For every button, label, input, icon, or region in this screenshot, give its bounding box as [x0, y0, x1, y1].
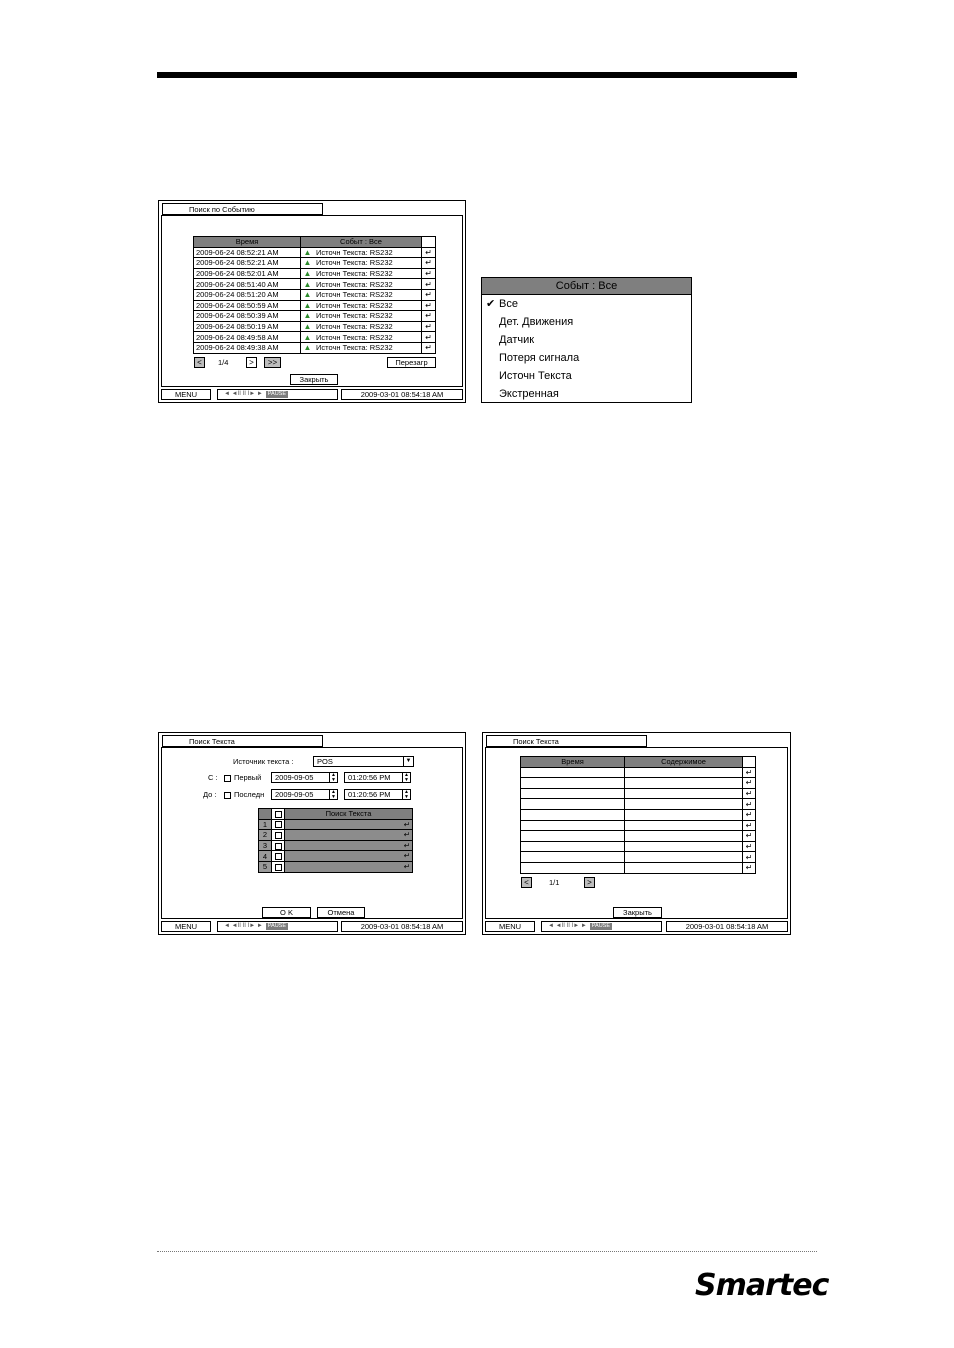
enter-icon[interactable]: ↵ — [743, 862, 756, 873]
page-indicator: 1/4 — [218, 358, 229, 367]
menu-button[interactable]: MENU — [161, 389, 211, 400]
table-row[interactable] — [194, 258, 436, 269]
row-event: Источн Текста: RS232 — [314, 332, 422, 343]
menu-button[interactable]: MENU — [161, 921, 211, 932]
to-label: До : — [203, 790, 217, 799]
top-rule — [157, 72, 797, 78]
chevron-down-icon[interactable]: ▼ — [403, 757, 413, 766]
table-row[interactable] — [521, 799, 756, 810]
row-content — [625, 820, 743, 831]
page-indicator: 1/1 — [549, 878, 560, 887]
row-time — [521, 820, 625, 831]
table-row[interactable] — [194, 289, 436, 300]
table-row[interactable] — [259, 851, 413, 862]
enter-icon[interactable]: ↵ — [422, 311, 436, 322]
ok-button[interactable]: O K — [262, 907, 311, 918]
table-row[interactable] — [521, 862, 756, 873]
table-row[interactable] — [521, 831, 756, 842]
table-row[interactable] — [521, 852, 756, 863]
enter-icon[interactable]: ↵ — [403, 840, 410, 850]
source-select[interactable]: POS ▼ — [313, 756, 414, 767]
row-time — [521, 778, 625, 789]
status-bar — [161, 921, 463, 932]
row-event: Источн Текста: RS232 — [314, 311, 422, 322]
row-time: 2009-06-24 08:52:21 AM — [194, 258, 301, 269]
sensor-icon: ▲ — [301, 342, 315, 353]
clock: 2009-03-01 08:54:18 AM — [341, 389, 463, 400]
table-row[interactable] — [521, 767, 756, 778]
row-time — [521, 862, 625, 873]
row-content — [625, 809, 743, 820]
row-event: Источн Текста: RS232 — [314, 321, 422, 332]
event-type-dropdown[interactable] — [481, 277, 692, 403]
table-row[interactable] — [521, 778, 756, 789]
enter-icon[interactable]: ↵ — [743, 831, 756, 842]
table-row[interactable] — [521, 809, 756, 820]
table-row[interactable] — [194, 247, 436, 258]
table-row[interactable] — [194, 311, 436, 322]
source-label: Источник текста : — [233, 757, 294, 766]
column-header-blank — [743, 757, 756, 768]
search-text-table — [258, 808, 413, 873]
row-checkbox[interactable] — [272, 819, 285, 830]
table-row[interactable] — [521, 820, 756, 831]
row-time — [521, 809, 625, 820]
row-time: 2009-06-24 08:52:21 AM — [194, 247, 301, 258]
event-table — [193, 236, 436, 354]
first-label: Первый — [234, 773, 262, 782]
sensor-icon: ▲ — [301, 279, 315, 290]
select-all-checkbox[interactable] — [275, 811, 282, 818]
search-text-cell[interactable] — [285, 861, 413, 872]
next-page-button[interactable]: > — [246, 357, 257, 368]
sensor-icon: ▲ — [301, 289, 315, 300]
sensor-icon: ▲ — [301, 321, 315, 332]
enter-icon[interactable]: ↵ — [422, 289, 436, 300]
row-time — [521, 841, 625, 852]
row-time: 2009-06-24 08:50:59 AM — [194, 300, 301, 311]
playback-icons[interactable]: ◄ ◄II II I► ► — [548, 923, 587, 929]
enter-icon[interactable]: ↵ — [743, 767, 756, 778]
dropdown-item-video-loss[interactable]: Потеря сигнала — [499, 352, 580, 364]
enter-icon[interactable]: ↵ — [403, 830, 410, 840]
row-time: 2009-06-24 08:51:20 AM — [194, 289, 301, 300]
pause-badge: PAUSE — [591, 923, 611, 929]
footer-rule — [157, 1251, 817, 1252]
playback-controls[interactable] — [541, 921, 662, 932]
table-row[interactable] — [194, 332, 436, 343]
sensor-icon: ▲ — [301, 311, 315, 322]
column-header-content: Содержимое — [625, 757, 743, 768]
window-title: Поиск по Событию — [162, 203, 323, 215]
row-number: 2 — [259, 830, 272, 841]
enter-icon[interactable]: ↵ — [422, 279, 436, 290]
row-event: Источн Текста: RS232 — [314, 279, 422, 290]
row-content — [625, 831, 743, 842]
row-content — [625, 799, 743, 810]
table-row[interactable] — [259, 861, 413, 872]
window-body — [161, 747, 463, 919]
playback-icons[interactable]: ◄ ◄II II I► ► — [224, 923, 263, 929]
window-title: Поиск Текста — [162, 735, 323, 747]
prev-page-button[interactable]: < — [521, 877, 532, 888]
dropdown-item-text-source[interactable]: Источн Текста — [499, 370, 572, 382]
check-icon: ✔ — [486, 298, 496, 310]
enter-icon[interactable]: ↵ — [743, 820, 756, 831]
row-content — [625, 778, 743, 789]
row-time — [521, 767, 625, 778]
event-search-window — [158, 200, 466, 403]
enter-icon[interactable]: ↵ — [422, 332, 436, 343]
row-checkbox[interactable] — [272, 851, 285, 862]
row-event: Источн Текста: RS232 — [314, 247, 422, 258]
last-label: Последн — [234, 790, 265, 799]
enter-icon[interactable]: ↵ — [422, 268, 436, 279]
row-time: 2009-06-24 08:49:58 AM — [194, 332, 301, 343]
row-time: 2009-06-24 08:51:40 AM — [194, 279, 301, 290]
row-time: 2009-06-24 08:50:39 AM — [194, 311, 301, 322]
enter-icon[interactable]: ↵ — [422, 342, 436, 353]
dropdown-item-all[interactable]: ✔ Все — [482, 295, 691, 313]
to-date-stepper[interactable]: ▲ ▼ — [329, 789, 338, 800]
from-time-stepper[interactable]: ▲ ▼ — [402, 772, 411, 783]
search-text-cell[interactable] — [285, 840, 413, 851]
table-row[interactable] — [194, 268, 436, 279]
row-time: 2009-06-24 08:52:01 AM — [194, 268, 301, 279]
row-number: 3 — [259, 840, 272, 851]
enter-icon[interactable]: ↵ — [743, 788, 756, 799]
table-row[interactable] — [521, 841, 756, 852]
select-all-header[interactable] — [272, 809, 285, 820]
to-time-stepper[interactable]: ▲ ▼ — [402, 789, 411, 800]
enter-icon[interactable]: ↵ — [422, 300, 436, 311]
pause-badge: PAUSE — [267, 391, 287, 397]
text-results-window — [482, 732, 791, 935]
sensor-icon: ▲ — [301, 247, 315, 258]
menu-button[interactable]: MENU — [485, 921, 535, 932]
row-time: 2009-06-24 08:50:19 AM — [194, 321, 301, 332]
reload-button[interactable]: Перезагр — [387, 357, 436, 368]
table-row[interactable] — [521, 788, 756, 799]
sensor-icon: ▲ — [301, 300, 315, 311]
sensor-icon: ▲ — [301, 258, 315, 269]
column-header-time: Время — [521, 757, 625, 768]
row-event: Источн Текста: RS232 — [314, 289, 422, 300]
sensor-icon: ▲ — [301, 268, 315, 279]
row-content — [625, 767, 743, 778]
search-text-cell[interactable] — [285, 830, 413, 841]
window-body — [161, 215, 463, 387]
clock: 2009-03-01 08:54:18 AM — [341, 921, 463, 932]
from-time-field[interactable]: 01:20:56 PM — [344, 772, 403, 783]
enter-icon[interactable]: ↵ — [422, 258, 436, 269]
playback-icons[interactable]: ◄ ◄II II I► ► — [224, 391, 263, 397]
dropdown-item-motion[interactable]: Дет. Движения — [499, 316, 574, 328]
enter-icon[interactable]: ↵ — [422, 247, 436, 258]
search-text-header: Поиск Текста — [285, 809, 413, 820]
to-date-field[interactable]: 2009-09-05 — [271, 789, 330, 800]
row-content — [625, 788, 743, 799]
search-text-cell[interactable] — [285, 819, 413, 830]
from-date-stepper[interactable]: ▲ ▼ — [329, 772, 338, 783]
row-event: Источн Текста: RS232 — [314, 258, 422, 269]
row-content — [625, 841, 743, 852]
row-time — [521, 788, 625, 799]
from-label: С : — [208, 773, 218, 782]
last-page-button[interactable]: >> — [264, 357, 281, 368]
window-body — [485, 747, 788, 919]
table-row[interactable] — [194, 321, 436, 332]
table-row[interactable] — [259, 830, 413, 841]
enter-icon[interactable]: ↵ — [422, 321, 436, 332]
enter-icon[interactable]: ↵ — [743, 852, 756, 863]
status-bar — [485, 921, 788, 932]
table-row[interactable] — [194, 342, 436, 353]
row-checkbox[interactable] — [272, 840, 285, 851]
table-row[interactable] — [259, 840, 413, 851]
row-number: 1 — [259, 819, 272, 830]
row-event: Источн Текста: RS232 — [314, 300, 422, 311]
search-text-cell[interactable] — [285, 851, 413, 862]
table-row[interactable] — [194, 300, 436, 311]
text-search-window — [158, 732, 466, 935]
row-time — [521, 831, 625, 842]
row-number: 5 — [259, 861, 272, 872]
enter-icon[interactable]: ↵ — [403, 819, 410, 829]
row-event: Источн Текста: RS232 — [314, 342, 422, 353]
table-row[interactable] — [259, 819, 413, 830]
dropdown-item-emergency[interactable]: Экстренная — [499, 388, 559, 400]
row-time — [521, 852, 625, 863]
column-header-event[interactable]: Событ : Все — [301, 237, 422, 248]
next-page-button[interactable]: > — [584, 877, 595, 888]
playback-controls[interactable] — [217, 389, 338, 400]
prev-page-button[interactable]: < — [194, 357, 205, 368]
row-time: 2009-06-24 08:49:38 AM — [194, 342, 301, 353]
smartec-logo: Smartec — [695, 1268, 829, 1303]
first-checkbox[interactable] — [224, 775, 231, 782]
close-button[interactable]: Закрыть — [613, 907, 662, 918]
cancel-button[interactable]: Отмена — [317, 907, 365, 918]
window-title: Поиск Текста — [486, 735, 647, 747]
enter-icon[interactable]: ↵ — [403, 861, 410, 871]
number-header — [259, 809, 272, 820]
row-time — [521, 799, 625, 810]
from-date-field[interactable]: 2009-09-05 — [271, 772, 330, 783]
clock: 2009-03-01 08:54:18 AM — [666, 921, 788, 932]
column-header-time: Время — [194, 237, 301, 248]
row-content — [625, 852, 743, 863]
enter-icon[interactable]: ↵ — [743, 841, 756, 852]
dropdown-item-sensor[interactable]: Датчик — [499, 334, 535, 346]
enter-icon[interactable]: ↵ — [743, 809, 756, 820]
results-table — [520, 756, 756, 874]
playback-controls[interactable] — [217, 921, 338, 932]
row-content — [625, 862, 743, 873]
row-checkbox[interactable] — [272, 830, 285, 841]
close-button[interactable]: Закрыть — [290, 374, 338, 385]
table-row[interactable] — [194, 279, 436, 290]
to-time-field[interactable]: 01:20:56 PM — [344, 789, 403, 800]
pause-badge: PAUSE — [267, 923, 287, 929]
enter-icon[interactable]: ↵ — [743, 799, 756, 810]
column-header-blank — [422, 237, 436, 248]
dropdown-header: Событ : Все — [482, 278, 691, 295]
row-checkbox[interactable] — [272, 861, 285, 872]
enter-icon[interactable]: ↵ — [743, 778, 756, 789]
row-number: 4 — [259, 851, 272, 862]
last-checkbox[interactable] — [224, 792, 231, 799]
enter-icon[interactable]: ↵ — [403, 851, 410, 861]
status-bar — [161, 389, 463, 400]
sensor-icon: ▲ — [301, 332, 315, 343]
row-event: Источн Текста: RS232 — [314, 268, 422, 279]
